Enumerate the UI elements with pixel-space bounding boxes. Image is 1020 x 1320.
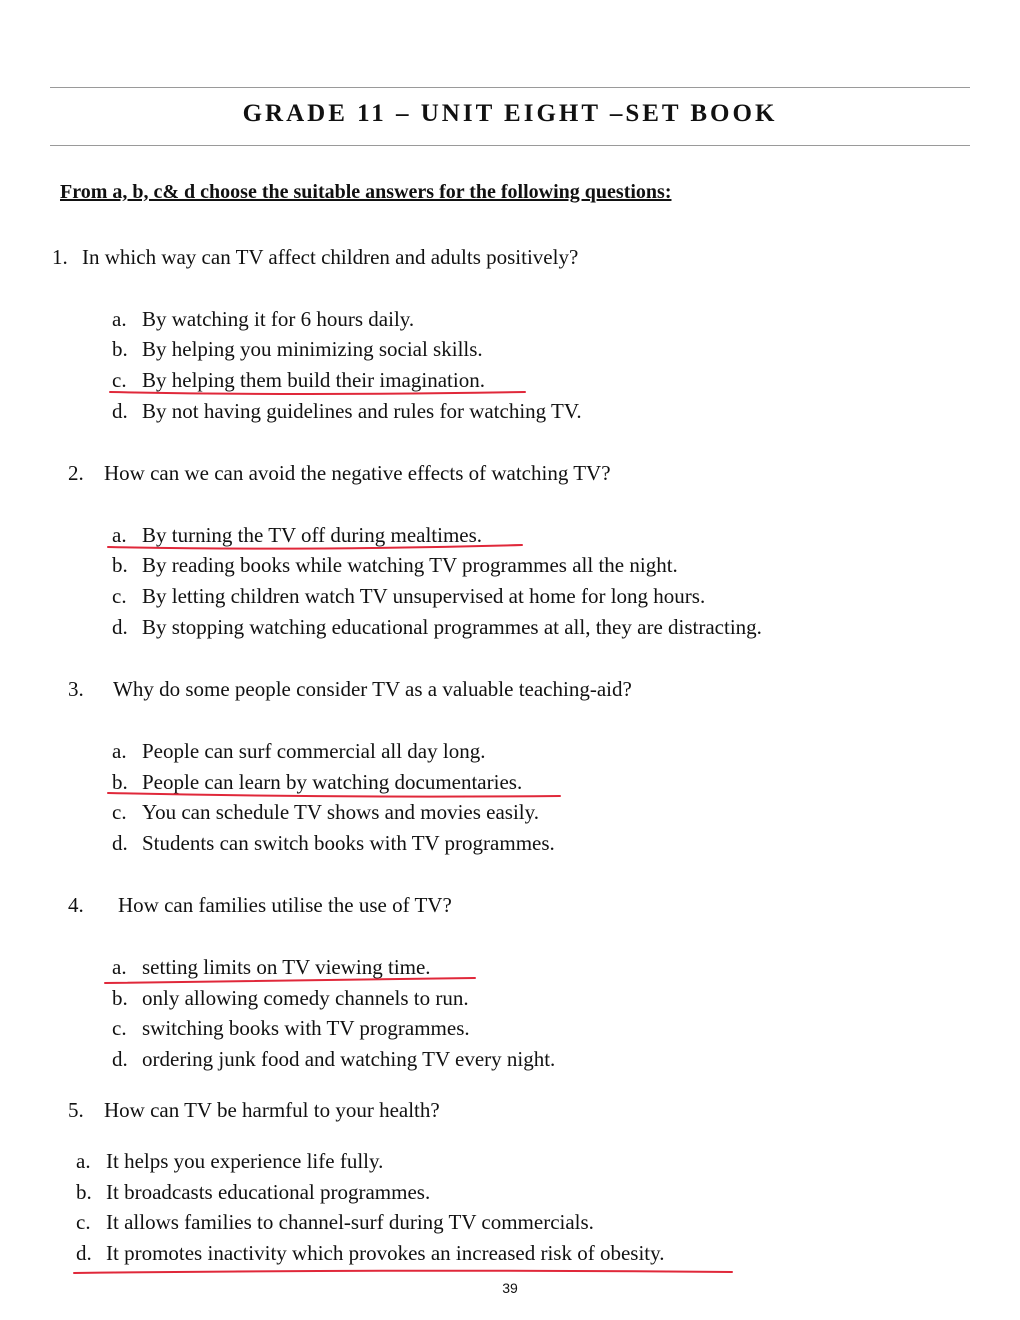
option-text: setting limits on TV viewing time. bbox=[142, 955, 431, 979]
question-number: 3. bbox=[68, 677, 84, 701]
question-number: 1. bbox=[52, 245, 68, 269]
question-text: How can families utilise the use of TV? bbox=[118, 893, 452, 917]
option-letter: a. bbox=[112, 739, 127, 763]
option-text: ordering junk food and watching TV every night. bbox=[142, 1047, 556, 1071]
question-text: How can we can avoid the negative effects of watching TV? bbox=[104, 461, 611, 485]
option-letter: a. bbox=[112, 523, 127, 547]
option-letter: c. bbox=[76, 1210, 91, 1234]
option-letter: b. bbox=[112, 553, 128, 577]
option-text: By letting children watch TV unsupervised at home for long hours. bbox=[142, 584, 706, 608]
option-text: By turning the TV off during mealtimes. bbox=[142, 523, 483, 547]
option-text: By reading books while watching TV programmes all the night. bbox=[142, 553, 678, 577]
question-text: In which way can TV affect children and adults positively? bbox=[82, 245, 579, 269]
instructions: From a, b, c& d choose the suitable answers for the following questions: bbox=[60, 181, 672, 203]
option-letter: c. bbox=[112, 1016, 127, 1040]
option-letter: a. bbox=[112, 955, 127, 979]
option-letter: b. bbox=[76, 1180, 92, 1204]
option-letter: a. bbox=[112, 307, 127, 331]
question-number: 5. bbox=[68, 1098, 84, 1122]
option-text: People can learn by watching documentaries. bbox=[142, 770, 523, 794]
option-text: You can schedule TV shows and movies easily. bbox=[142, 800, 540, 824]
option-letter: d. bbox=[76, 1241, 92, 1265]
option-letter: c. bbox=[112, 800, 127, 824]
option-text: It allows families to channel-surf during TV commercials. bbox=[106, 1210, 594, 1234]
answer-underline-q5 bbox=[74, 1271, 732, 1273]
page-title: GRADE 11 – UNIT EIGHT –SET BOOK bbox=[242, 100, 778, 127]
header-bottom-rule bbox=[50, 145, 970, 146]
question-number: 4. bbox=[68, 893, 84, 917]
option-letter: b. bbox=[112, 337, 128, 361]
option-text: By stopping watching educational programmes at all, they are distracting. bbox=[142, 615, 762, 639]
option-letter: c. bbox=[112, 584, 127, 608]
option-letter: a. bbox=[76, 1149, 91, 1173]
question-text: Why do some people consider TV as a valuable teaching-aid? bbox=[113, 677, 632, 701]
option-text: People can surf commercial all day long. bbox=[142, 739, 486, 763]
option-letter: d. bbox=[112, 1047, 128, 1071]
option-text: only allowing comedy channels to run. bbox=[142, 986, 469, 1010]
option-text: By watching it for 6 hours daily. bbox=[142, 307, 415, 331]
option-letter: b. bbox=[112, 770, 128, 794]
option-text: By not having guidelines and rules for watching TV. bbox=[142, 399, 582, 423]
page-number: 39 bbox=[502, 1280, 518, 1296]
option-text: switching books with TV programmes. bbox=[142, 1016, 470, 1040]
option-letter: b. bbox=[112, 986, 128, 1010]
question-text: How can TV be harmful to your health? bbox=[104, 1098, 440, 1122]
option-letter: c. bbox=[112, 368, 127, 392]
question-number: 2. bbox=[68, 461, 84, 485]
option-text: It broadcasts educational programmes. bbox=[106, 1180, 431, 1204]
option-text: It promotes inactivity which provokes an increased risk of obesity. bbox=[106, 1241, 665, 1265]
option-text: By helping you minimizing social skills. bbox=[142, 337, 483, 361]
option-text: It helps you experience life fully. bbox=[106, 1149, 384, 1173]
option-letter: d. bbox=[112, 615, 128, 639]
option-text: By helping them build their imagination. bbox=[142, 368, 485, 392]
option-letter: d. bbox=[112, 831, 128, 855]
option-text: Students can switch books with TV programmes. bbox=[142, 831, 555, 855]
header-top-rule bbox=[50, 87, 970, 88]
option-letter: d. bbox=[112, 399, 128, 423]
